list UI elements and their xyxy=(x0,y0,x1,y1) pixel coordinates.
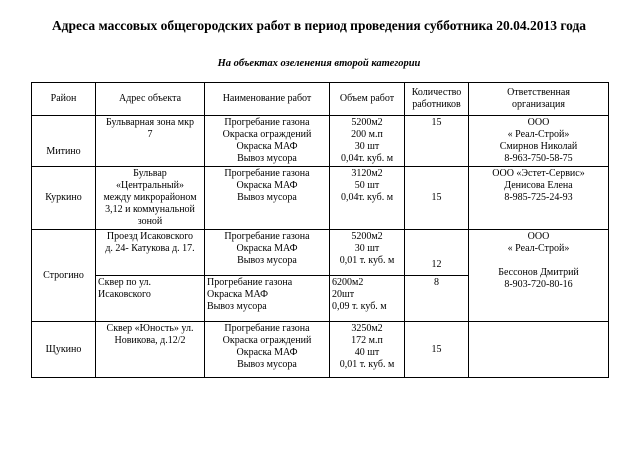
organization-cell: ООО « Реал-Строй» Бессонов Дмитрий 8-903-720-80-16 xyxy=(469,230,609,322)
organization-cell xyxy=(469,322,609,378)
workers-cell: 8 xyxy=(405,276,469,322)
works-cell: Прогребание газона Окраска МАФ Вывоз мусора xyxy=(205,167,330,230)
works-cell: Прогребание газона Окраска ограждений Окраска МАФ Вывоз мусора xyxy=(205,322,330,378)
table-header-row xyxy=(32,83,609,116)
organization-cell: ООО « Реал-Строй» Смирнов Николай 8-963-750-58-75 xyxy=(469,116,609,167)
volume-cell: 6200м2 20шт 0,09 т. куб. м xyxy=(330,276,405,322)
header-workers: Количество работников xyxy=(405,83,469,116)
district-cell: Щукино xyxy=(32,322,96,378)
address-cell: Бульвар «Центральный» между микрорайоном 3,12 и коммунальной зоной xyxy=(96,167,205,230)
district-cell: Митино xyxy=(32,116,96,167)
header-organization: Ответственная организация xyxy=(469,83,609,116)
workers-cell: 15 xyxy=(405,322,469,378)
document-title: Адреса массовых общегородских работ в период проведения субботника 20.04.2013 года xyxy=(51,18,587,33)
header-works: Наименование работ xyxy=(205,83,330,116)
header-volume: Объем работ xyxy=(330,83,405,116)
district-cell: Куркино xyxy=(32,167,96,230)
workers-cell: 15 xyxy=(405,116,469,167)
works-table xyxy=(31,82,609,378)
workers-cell: 12 xyxy=(405,230,469,276)
table-row xyxy=(32,167,609,230)
table-row xyxy=(32,230,609,276)
address-cell: Бульварная зона мкр 7 xyxy=(96,116,205,167)
works-cell: Прогребание газона Окраска МАФ Вывоз мусора xyxy=(205,276,330,322)
document-subtitle: На объектах озеленения второй категории xyxy=(217,58,421,69)
district-cell: Строгино xyxy=(32,230,96,322)
works-cell: Прогребание газона Окраска МАФ Вывоз мусора xyxy=(205,230,330,276)
volume-cell: 5200м2 30 шт 0,01 т. куб. м xyxy=(330,230,405,276)
workers-cell: 15 xyxy=(405,167,469,230)
address-cell: Сквер по ул. Исаковского xyxy=(96,276,205,322)
address-cell: Проезд Исаковского д. 24- Катукова д. 17. xyxy=(96,230,205,276)
works-cell: Прогребание газона Окраска ограждений Окраска МАФ Вывоз мусора xyxy=(205,116,330,167)
table-row xyxy=(32,116,609,167)
volume-cell: 3250м2 172 м.п 40 шт 0,01 т. куб. м xyxy=(330,322,405,378)
header-address: Адрес объекта xyxy=(96,83,205,116)
organization-cell: ООО «Эстет-Сервис» Денисова Елена 8-985-725-24-93 xyxy=(469,167,609,230)
table-row xyxy=(32,322,609,378)
header-district: Район xyxy=(32,83,96,116)
volume-cell: 3120м2 50 шт 0,04т. куб. м xyxy=(330,167,405,230)
address-cell: Сквер «Юность» ул. Новикова, д.12/2 xyxy=(96,322,205,378)
volume-cell: 5200м2 200 м.п 30 шт 0,04т. куб. м xyxy=(330,116,405,167)
